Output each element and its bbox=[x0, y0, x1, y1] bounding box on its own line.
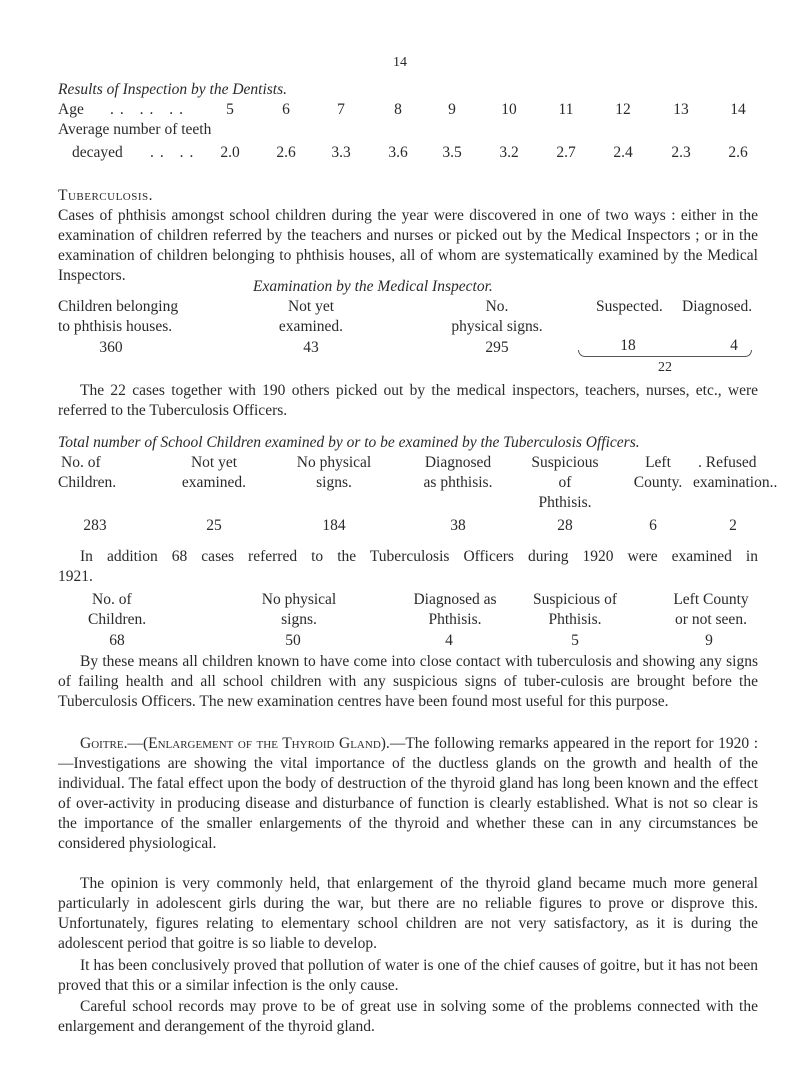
val-notyet: 43 bbox=[303, 339, 319, 356]
total-h-ref-1: . Refused bbox=[698, 454, 757, 471]
add-h-left-2: or not seen. bbox=[675, 611, 747, 628]
col-children-1: Children belonging bbox=[58, 298, 179, 315]
total-h-diag-2: as phthisis. bbox=[423, 474, 493, 491]
add-h-nophys-2: signs. bbox=[281, 611, 317, 628]
avg-value: 3.2 bbox=[499, 144, 519, 161]
total-h-susp-3: Phthisis. bbox=[538, 494, 592, 511]
careful-paragraph bbox=[58, 997, 758, 1037]
referred-text: The 22 cases together with 190 others picked out by the medical inspectors, teachers, nurses, etc., were referred to the Tuberculosis Officers. bbox=[58, 382, 758, 419]
referred-paragraph bbox=[58, 381, 758, 421]
total-title: Total number of School Children examined by or to be examined by the Tuberculosis Officers. bbox=[58, 434, 640, 451]
age-value: 9 bbox=[448, 101, 456, 118]
avg-value: 2.3 bbox=[671, 144, 691, 161]
add-value: 9 bbox=[705, 632, 713, 649]
avg-value: 2.6 bbox=[728, 144, 748, 161]
avg-value: 2.7 bbox=[556, 144, 576, 161]
add-h-no-1: No. of bbox=[92, 591, 132, 608]
proved-paragraph bbox=[58, 956, 758, 996]
add-h-diag-2: Phthisis. bbox=[428, 611, 482, 628]
tuberculosis-intro-text: Cases of phthisis amongst school children during the year were discovered in one of two ways : either in the examination of children referred by the teachers and nurses or picked out by the Medical Inspectors ; or in the examination of children belonging to phthisis houses, all of whom are systematically examined by the Medical Inspectors. bbox=[58, 207, 758, 284]
proved-text: It has been conclusively proved that pollution of water is one of the chief causes of goitre, but it has not been proved that this or a similar infection is the only cause. bbox=[58, 957, 758, 994]
add-value: 50 bbox=[285, 632, 301, 649]
age-value: 10 bbox=[501, 101, 517, 118]
total-h-notyet-1: Not yet bbox=[190, 454, 238, 471]
total-value: 38 bbox=[450, 517, 466, 534]
dentists-title: Results of Inspection by the Dentists. bbox=[58, 81, 288, 98]
col-notyet-2: examined. bbox=[278, 318, 344, 335]
age-value: 5 bbox=[226, 101, 234, 118]
total-value: 2 bbox=[729, 517, 737, 534]
col-no-2: physical signs. bbox=[451, 318, 543, 335]
avg-label-1: Average number of teeth bbox=[58, 121, 212, 138]
add-h-susp-2: Phthisis. bbox=[548, 611, 602, 628]
add-value: 5 bbox=[571, 632, 579, 649]
add-h-nophys-1: No physical bbox=[261, 591, 337, 608]
total-h-left-2: County. bbox=[633, 474, 683, 491]
exam-title: Examination by the Medical Inspector. bbox=[253, 278, 493, 295]
means-paragraph bbox=[58, 652, 758, 712]
age-value: 11 bbox=[558, 101, 574, 118]
add-h-susp-1: Suspicious of bbox=[533, 591, 617, 608]
goitre-text: —The following remarks appeared in the report for 1920 :—Investigations are showing the vital importance of the ductless glands on the growth and health of the individual. The fatal effect upon the body of destruction of the thyroid gland has long been known and the effect of over-activity in producing disease and disturbance of function is clearly established. What is not so clear is the importance of the smaller enlargements of the thyroid and whether these can in any circumstances be considered physiological. bbox=[58, 735, 759, 852]
col-children-2: to phthisis houses. bbox=[58, 318, 173, 335]
col-diagnosed: Diagnosed. bbox=[682, 298, 753, 315]
val-children: 360 bbox=[99, 339, 123, 356]
total-value: 283 bbox=[83, 517, 107, 534]
total-value: 25 bbox=[206, 517, 222, 534]
total-value: 6 bbox=[649, 517, 657, 534]
val-suspected: 18 bbox=[620, 337, 636, 354]
age-value: 8 bbox=[394, 101, 402, 118]
add-h-left-1: Left County bbox=[673, 591, 749, 608]
add-value: 68 bbox=[109, 632, 125, 649]
val-diagnosed: 4 bbox=[730, 337, 738, 354]
careful-text: Careful school records may prove to be of great use in solving some of the problems connected with the enlargement and derangement of the thyroid gland. bbox=[58, 998, 758, 1035]
col-suspected: Suspected. bbox=[596, 298, 663, 315]
total-h-susp-2: of bbox=[558, 474, 572, 491]
goitre-paragraph bbox=[58, 734, 758, 854]
val-total: 22 bbox=[658, 360, 672, 375]
total-brace bbox=[578, 350, 752, 357]
age-value: 13 bbox=[673, 101, 689, 118]
avg-value: 2.0 bbox=[220, 144, 240, 161]
age-row bbox=[0, 100, 800, 122]
tuberculosis-intro bbox=[58, 206, 758, 286]
addition-text-2: 1921. bbox=[58, 568, 93, 585]
avg-value: 2.4 bbox=[613, 144, 633, 161]
col-no-1: No. bbox=[485, 298, 509, 315]
avg-value: 3.5 bbox=[442, 144, 462, 161]
col-notyet-1: Not yet bbox=[287, 298, 335, 315]
age-value: 7 bbox=[337, 101, 345, 118]
avg-value: 3.6 bbox=[388, 144, 408, 161]
total-h-nophys-1: No physical bbox=[296, 454, 372, 471]
addition-text-1: In addition 68 cases referred to the Tuberculosis Officers during 1920 were examined in bbox=[80, 548, 758, 565]
page-number: 14 bbox=[393, 55, 407, 70]
avg-dots: .. .. bbox=[150, 144, 200, 161]
total-value: 28 bbox=[557, 517, 573, 534]
age-label: Age bbox=[58, 101, 84, 118]
age-value: 6 bbox=[282, 101, 290, 118]
add-value: 4 bbox=[445, 632, 453, 649]
age-value: 14 bbox=[730, 101, 746, 118]
total-h-ref-2: examination.. bbox=[693, 474, 778, 491]
goitre-heading: Goitre.—(Enlargement of the Thyroid Gland). bbox=[80, 735, 390, 752]
add-h-diag-1: Diagnosed as bbox=[413, 591, 497, 608]
total-h-susp-1: Suspicious bbox=[531, 454, 599, 471]
avg-row bbox=[0, 143, 800, 165]
means-text: By these means all children known to have come into close contact with tuberculosis and showing any signs of failing health and all school children with any suspicious signs of tuber-culosis are brought before the Tuberculosis Officers. The new examination centres have been found most useful for this purpose. bbox=[58, 653, 758, 710]
opinion-text: The opinion is very commonly held, that enlargement of the thyroid gland became much more general particularly in adolescent girls during the war, but there are no reliable figures to prove or disprove this. Unfortunately, figures relating to elementary school children are not very satisfactory, as it is during the adolescent period that goitre is so liable to develop. bbox=[58, 875, 758, 952]
total-h-left-1: Left bbox=[645, 454, 671, 471]
total-h-no-1: No. of bbox=[61, 454, 101, 471]
total-h-no-2: Children. bbox=[58, 474, 117, 491]
val-no: 295 bbox=[485, 339, 509, 356]
total-h-notyet-2: examined. bbox=[181, 474, 247, 491]
total-value: 184 bbox=[322, 517, 346, 534]
tuberculosis-heading: Tuberculosis. bbox=[58, 187, 154, 204]
avg-value: 3.3 bbox=[331, 144, 351, 161]
age-dots: .. .. .. bbox=[110, 101, 189, 118]
age-value: 12 bbox=[615, 101, 631, 118]
total-h-nophys-2: signs. bbox=[316, 474, 352, 491]
opinion-paragraph bbox=[58, 874, 758, 954]
total-h-diag-1: Diagnosed bbox=[424, 454, 492, 471]
add-h-no-2: Children. bbox=[88, 611, 147, 628]
avg-label-2: decayed bbox=[72, 144, 123, 161]
avg-value: 2.6 bbox=[276, 144, 296, 161]
